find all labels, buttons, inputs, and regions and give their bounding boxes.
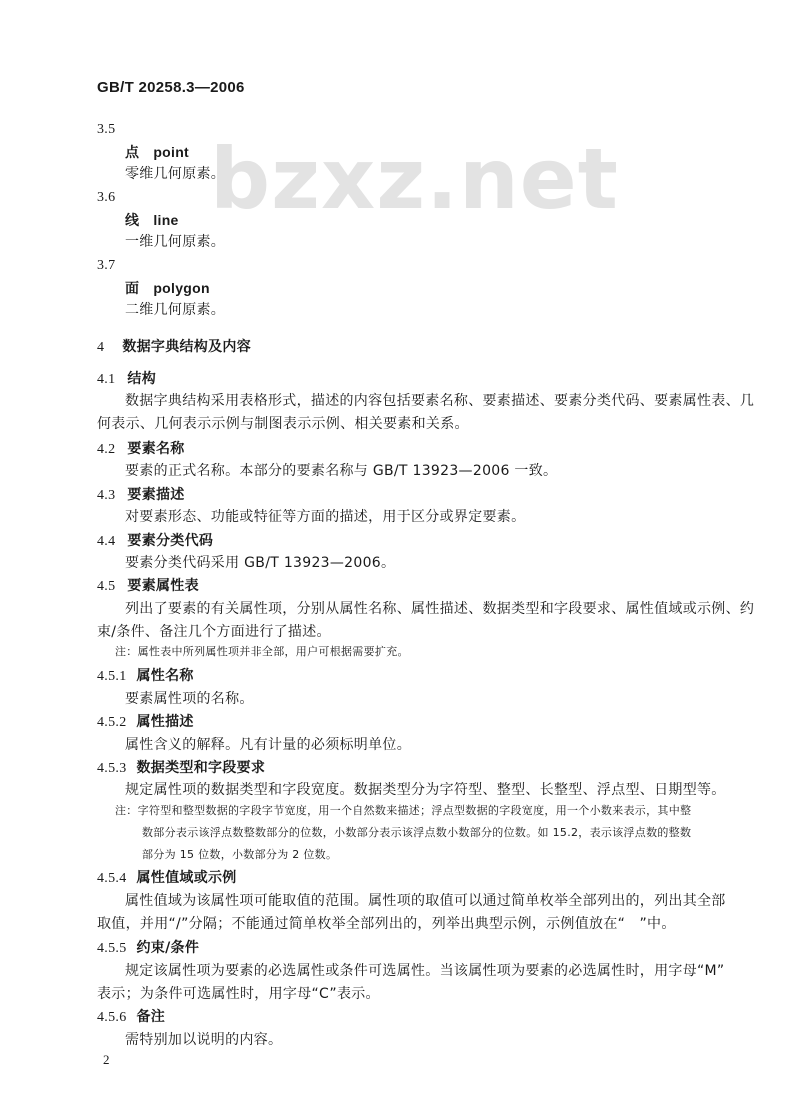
term-zh: 线 — [125, 213, 140, 229]
subsection-heading — [97, 486, 185, 505]
subsection-title: 属性名称 — [136, 668, 194, 684]
subsection-heading — [97, 869, 237, 888]
paragraph-line: 何表示、几何表示示例与制图表示示例、相关要素和关系。 — [97, 416, 469, 432]
subsection-title: 备注 — [136, 1009, 166, 1025]
subsection-number: 4.5.1 — [97, 669, 127, 684]
paragraph-line: 取值，并用“/”分隔；不能通过简单枚举全部列出的，列举出典型示例，示例值放在“ ”中。 — [97, 916, 676, 932]
note-line: 注：属性表中所列属性项并非全部，用户可根据需要扩充。 — [115, 645, 409, 658]
term-zh: 面 — [125, 281, 140, 297]
term-zh: 点 — [125, 145, 140, 161]
subsection-heading — [97, 532, 213, 551]
subsection-title: 要素分类代码 — [127, 533, 214, 549]
paragraph-line: 数据字典结构采用表格形式，描述的内容包括要素名称、要素描述、要素分类代码、要素属性表、几 — [125, 393, 755, 409]
subsection-title: 要素属性表 — [127, 578, 199, 594]
paragraph-line: 列出了要素的有关属性项，分别从属性名称、属性描述、数据类型和字段要求、属性值域或示例、约 — [125, 601, 755, 617]
subsection-heading — [97, 713, 194, 732]
term-en: point — [153, 144, 190, 160]
note-line: 数部分表示该浮点数整数部分的位数，小数部分表示该浮点数小数部分的位数。如 15.2，表示该浮点数的整数 — [142, 826, 692, 839]
paragraph-line: 属性值域为该属性项可能取值的范围。属性项的取值可以通过简单枚举全部列出的，列出其全部 — [125, 893, 726, 909]
note-line: 注：字符型和整型数据的字段字节宽度，用一个自然数来描述；浮点型数据的字段宽度，用一个小数来表示，其中整 — [115, 804, 692, 817]
subsection-heading — [97, 759, 265, 778]
term-en: polygon — [153, 280, 210, 296]
subsection-number: 4.5 — [97, 579, 116, 594]
term-number: 3.6 — [97, 190, 116, 205]
subsection-title: 约束/条件 — [136, 940, 200, 956]
subsection-number: 4.5.6 — [97, 1010, 127, 1025]
subsection-heading — [97, 1008, 165, 1027]
paragraph-line: 需特别加以说明的内容。 — [125, 1032, 283, 1048]
paragraph-line: 要素属性项的名称。 — [125, 691, 254, 707]
subsection-title: 要素描述 — [127, 487, 185, 503]
paragraph-line: 规定属性项的数据类型和字段宽度。数据类型分为字符型、整型、长整型、浮点型、日期型等。 — [125, 782, 726, 798]
paragraph-line: 要素的正式名称。本部分的要素名称与 GB/T 13923—2006 一致。 — [125, 463, 558, 479]
subsection-number: 4.5.3 — [97, 761, 127, 776]
note-line: 部分为 15 位数，小数部分为 2 位数。 — [142, 848, 338, 861]
subsection-title: 数据类型和字段要求 — [136, 760, 266, 776]
term-number: 3.7 — [97, 258, 116, 273]
section-number: 4 — [97, 340, 105, 355]
term-heading — [125, 143, 189, 162]
subsection-heading — [97, 440, 185, 459]
subsection-number: 4.5.5 — [97, 941, 127, 956]
subsection-heading — [97, 667, 194, 686]
subsection-title: 属性描述 — [136, 714, 194, 730]
subsection-number: 4.5.4 — [97, 871, 127, 886]
subsection-title: 结构 — [127, 371, 157, 387]
subsection-heading — [97, 939, 199, 958]
subsection-title: 属性值域或示例 — [136, 870, 237, 886]
section-heading — [97, 338, 251, 357]
term-en: line — [153, 212, 179, 228]
paragraph-line: 属性含义的解释。凡有计量的必须标明单位。 — [125, 737, 411, 753]
term-heading — [125, 279, 210, 298]
paragraph-line: 要素分类代码采用 GB/T 13923—2006。 — [125, 555, 396, 571]
subsection-number: 4.4 — [97, 534, 116, 549]
paragraph-line: 束/条件、备注几个方面进行了描述。 — [97, 624, 331, 640]
section-title: 数据字典结构及内容 — [122, 339, 252, 355]
paragraph-line: 规定该属性项为要素的必选属性或条件可选属性。当该属性项为要素的必选属性时，用字母“M” — [125, 963, 725, 979]
term-definition: 一维几何原素。 — [125, 234, 226, 250]
subsection-number: 4.1 — [97, 372, 116, 387]
term-definition: 二维几何原素。 — [125, 302, 226, 318]
subsection-number: 4.3 — [97, 488, 116, 503]
term-heading — [125, 211, 179, 230]
page-number: 2 — [103, 1052, 110, 1067]
paragraph-line: 表示；为条件可选属性时，用字母“C”表示。 — [97, 986, 380, 1002]
term-number: 3.5 — [97, 122, 116, 137]
subsection-heading — [97, 370, 156, 389]
watermark: bzxz.net — [210, 130, 619, 228]
subsection-number: 4.5.2 — [97, 715, 127, 730]
standard-number-header: GB/T 20258.3—2006 — [97, 79, 245, 96]
subsection-heading — [97, 577, 199, 596]
subsection-title: 要素名称 — [127, 441, 185, 457]
term-definition: 零维几何原素。 — [125, 166, 226, 182]
paragraph-line: 对要素形态、功能或特征等方面的描述，用于区分或界定要素。 — [125, 509, 526, 525]
subsection-number: 4.2 — [97, 442, 116, 457]
